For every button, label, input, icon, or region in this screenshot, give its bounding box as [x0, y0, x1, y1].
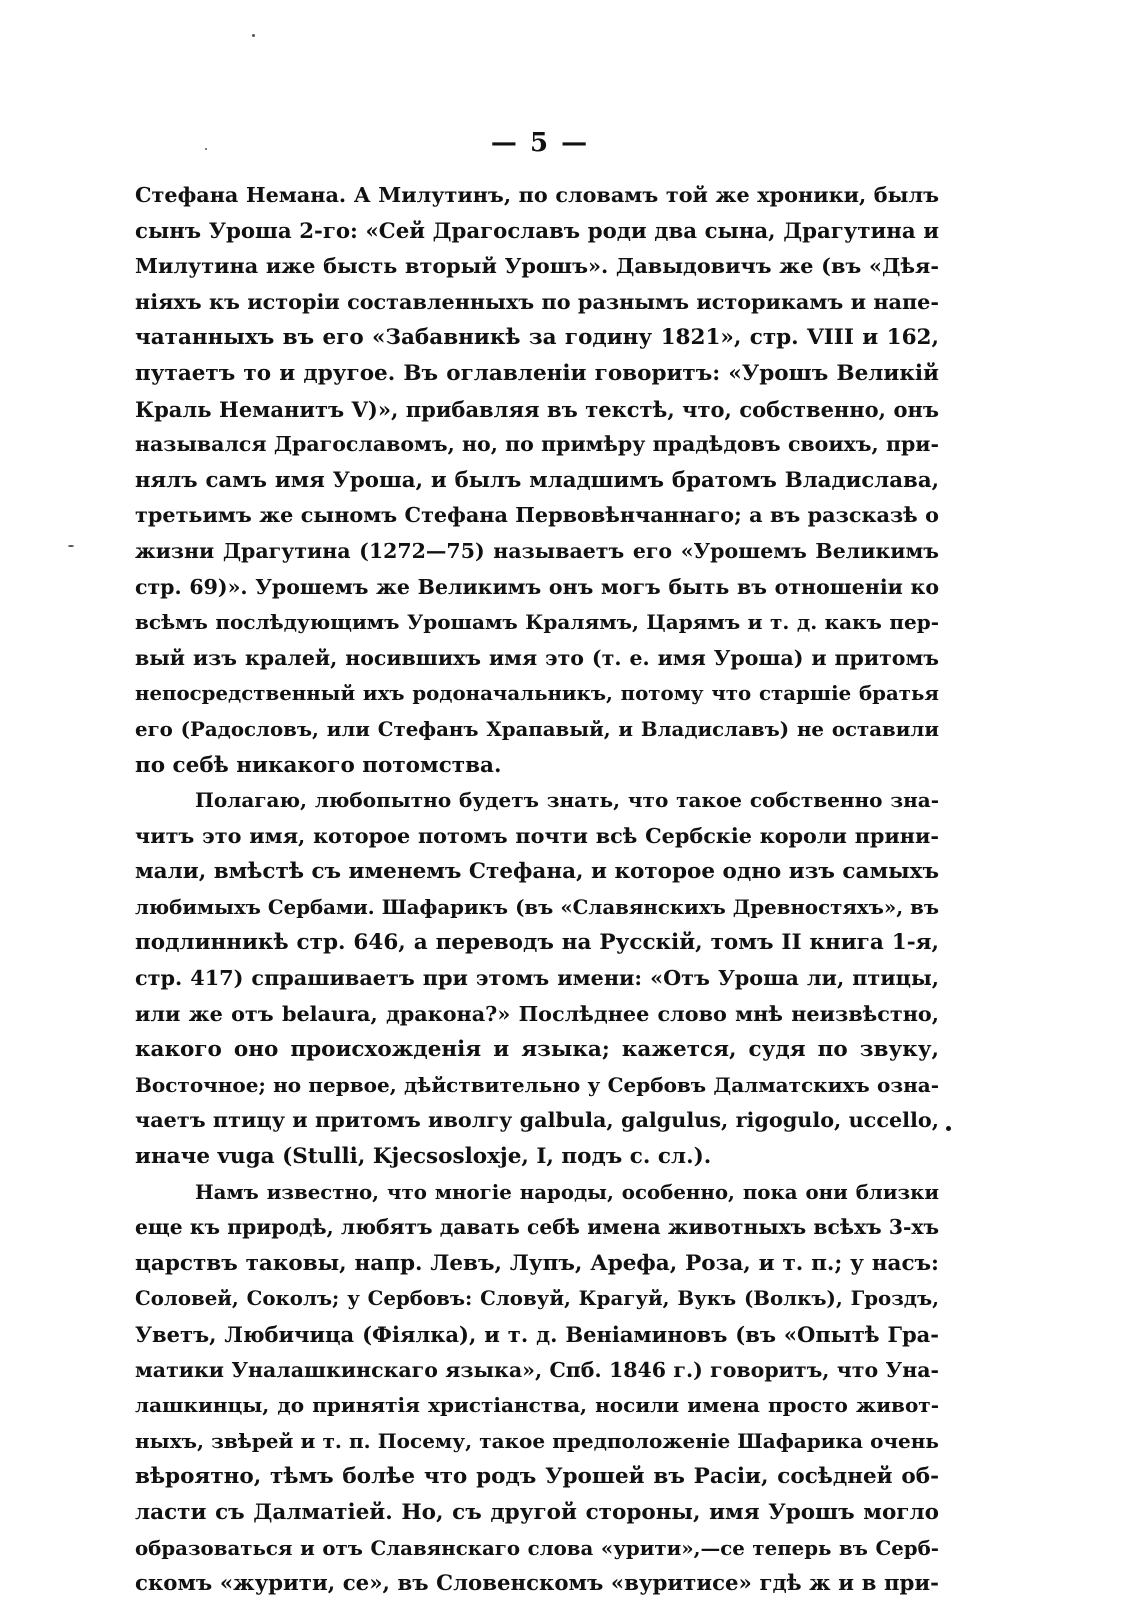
- text-line: ныхъ, звѣрей и т. п. Посему, такое предположеніе Шафарика очень: [135, 1428, 939, 1453]
- text-line: любимыхъ Сербами. Шафарикъ (въ «Славянскихъ Древностяхъ», въ: [135, 894, 939, 919]
- text-line: стр. 417) спрашиваетъ при этомъ имени: «Отъ Уроша ли, птицы,: [135, 966, 939, 991]
- text-line: назывался Драгославомъ, но, по примѣру прадѣдовъ своихъ, при-: [135, 432, 939, 457]
- text-line: царствъ таковы, напр. Левъ, Лупъ, Арефа, Роза, и т. п.; у насъ:: [135, 1250, 939, 1276]
- text-line: вый изъ кралей, носившихъ имя это (т. е. имя Уроша) и притомъ: [135, 645, 939, 670]
- text-line: чаетъ птицу и притомъ иволгу galbula, galgulus, rigogulo, uccello,: [135, 1108, 939, 1133]
- scan-speck: [252, 34, 255, 37]
- text-line: мали, вмѣстѣ съ именемъ Стефана, и которое одно изъ самыхъ: [135, 859, 939, 885]
- text-line: скомъ «журити, се», въ Словенскомъ «вуритисе» гдѣ ж и в при-: [135, 1571, 939, 1597]
- text-line: стр. 69)». Урошемъ же Великимъ онъ могъ быть въ отношеніи ко: [135, 574, 939, 599]
- text-line: какого оно происхожденія и языка; кажется, судя по звуку,: [135, 1037, 939, 1063]
- text-line: его (Радословъ, или Стефанъ Храпавый, и Владиславъ) не оставили: [135, 716, 939, 741]
- text-line: матики Уналашкинскаго языка», Спб. 1846 г.) говоритъ, что Уна-: [135, 1357, 939, 1382]
- text-line: сынъ Уроша 2-го: «Сей Драгославъ роди два сына, Драгутина и: [135, 218, 939, 244]
- scan-speck: [68, 545, 74, 547]
- text-line: или же отъ belaura, дракона?» Послѣднее слово мнѣ неизвѣстно,: [135, 1001, 939, 1026]
- text-line: чатанныхъ въ его «Забавникѣ за годину 1821», стр. VIII и 162,: [135, 325, 939, 351]
- scan-speck: [205, 148, 207, 150]
- text-line: непосредственный ихъ родоначальникъ, потому что старшіе братья: [135, 681, 939, 706]
- text-line: всѣмъ послѣдующимъ Урошамъ Кралямъ, Царямъ и т. д. какъ пер-: [135, 610, 939, 635]
- body-text: [135, 178, 939, 1602]
- text-line: по себѣ никакого потомства.: [135, 752, 502, 778]
- paragraph-2: [135, 783, 939, 1175]
- text-line: Уветъ, Любичица (Фіялка), и т. д. Веніаминовъ (въ «Опытѣ Гра-: [135, 1322, 939, 1347]
- text-line: путаетъ то и другое. Въ оглавленіи говоритъ: «Урошъ Великій: [135, 360, 939, 386]
- text-line: подлинникѣ стр. 646, а переводъ на Русскій, томъ II книга 1-я,: [135, 930, 939, 956]
- text-line: нялъ самъ имя Уроша, и былъ младшимъ братомъ Владислава,: [135, 467, 939, 493]
- text-line: третьимъ же сыномъ Стефана Первовѣнчаннаго; а въ разсказѣ о: [135, 503, 939, 528]
- paragraph-3: [135, 1175, 939, 1602]
- text-line: Стефана Немана. А Милутинъ, по словамъ той же хроники, былъ: [135, 183, 939, 207]
- paragraph-1: [135, 178, 939, 783]
- text-line: вѣроятно, тѣмъ болѣе что родъ Урошей въ Расіи, сосѣдней об-: [135, 1464, 939, 1490]
- text-line: Соловей, Соколъ; у Сербовъ: Словуй, Крагуй, Вукъ (Волкъ), Гроздъ,: [135, 1286, 939, 1311]
- stray-dot: [946, 1126, 951, 1131]
- text-line: Восточное; но первое, дѣйствительно у Сербовъ Далматскихъ озна-: [135, 1072, 939, 1097]
- text-line: еще къ природѣ, любятъ давать себѣ имена животныхъ всѣхъ 3-хъ: [135, 1215, 939, 1240]
- text-line: ніяхъ къ исторіи составленныхъ по разнымъ историкамъ и напе-: [135, 289, 939, 314]
- text-line: образоваться и отъ Славянскаго слова «урити»,—се теперь въ Серб-: [135, 1535, 939, 1560]
- text-line: Намъ известно, что многіе народы, особенно, пока они близки: [195, 1179, 939, 1204]
- text-line: лашкинцы, до принятія христіанства, носили имена просто живот-: [135, 1393, 939, 1418]
- text-line: жизни Драгутина (1272—75) называетъ его «Урошемъ Великимъ: [135, 538, 939, 563]
- text-line: Краль Неманитъ V)», прибавляя въ текстѣ, что, собственно, онъ: [135, 396, 939, 422]
- text-line: Полагаю, любопытно будетъ знать, что такое собственно зна-: [195, 788, 939, 813]
- text-line: ласти съ Далматіей. Но, съ другой стороны, имя Урошъ могло: [135, 1499, 939, 1525]
- text-line: иначе vuga (Stulli, Kjecsosloxje, I, подъ с. сл.).: [135, 1144, 712, 1170]
- text-line: читъ это имя, которое потомъ почти всѣ Сербскіе короли прини-: [135, 823, 939, 848]
- page-number: — 5 —: [490, 128, 590, 158]
- text-line: Милутина иже бысть вторый Урошъ». Давыдовичъ же (въ «Дѣя-: [135, 254, 939, 279]
